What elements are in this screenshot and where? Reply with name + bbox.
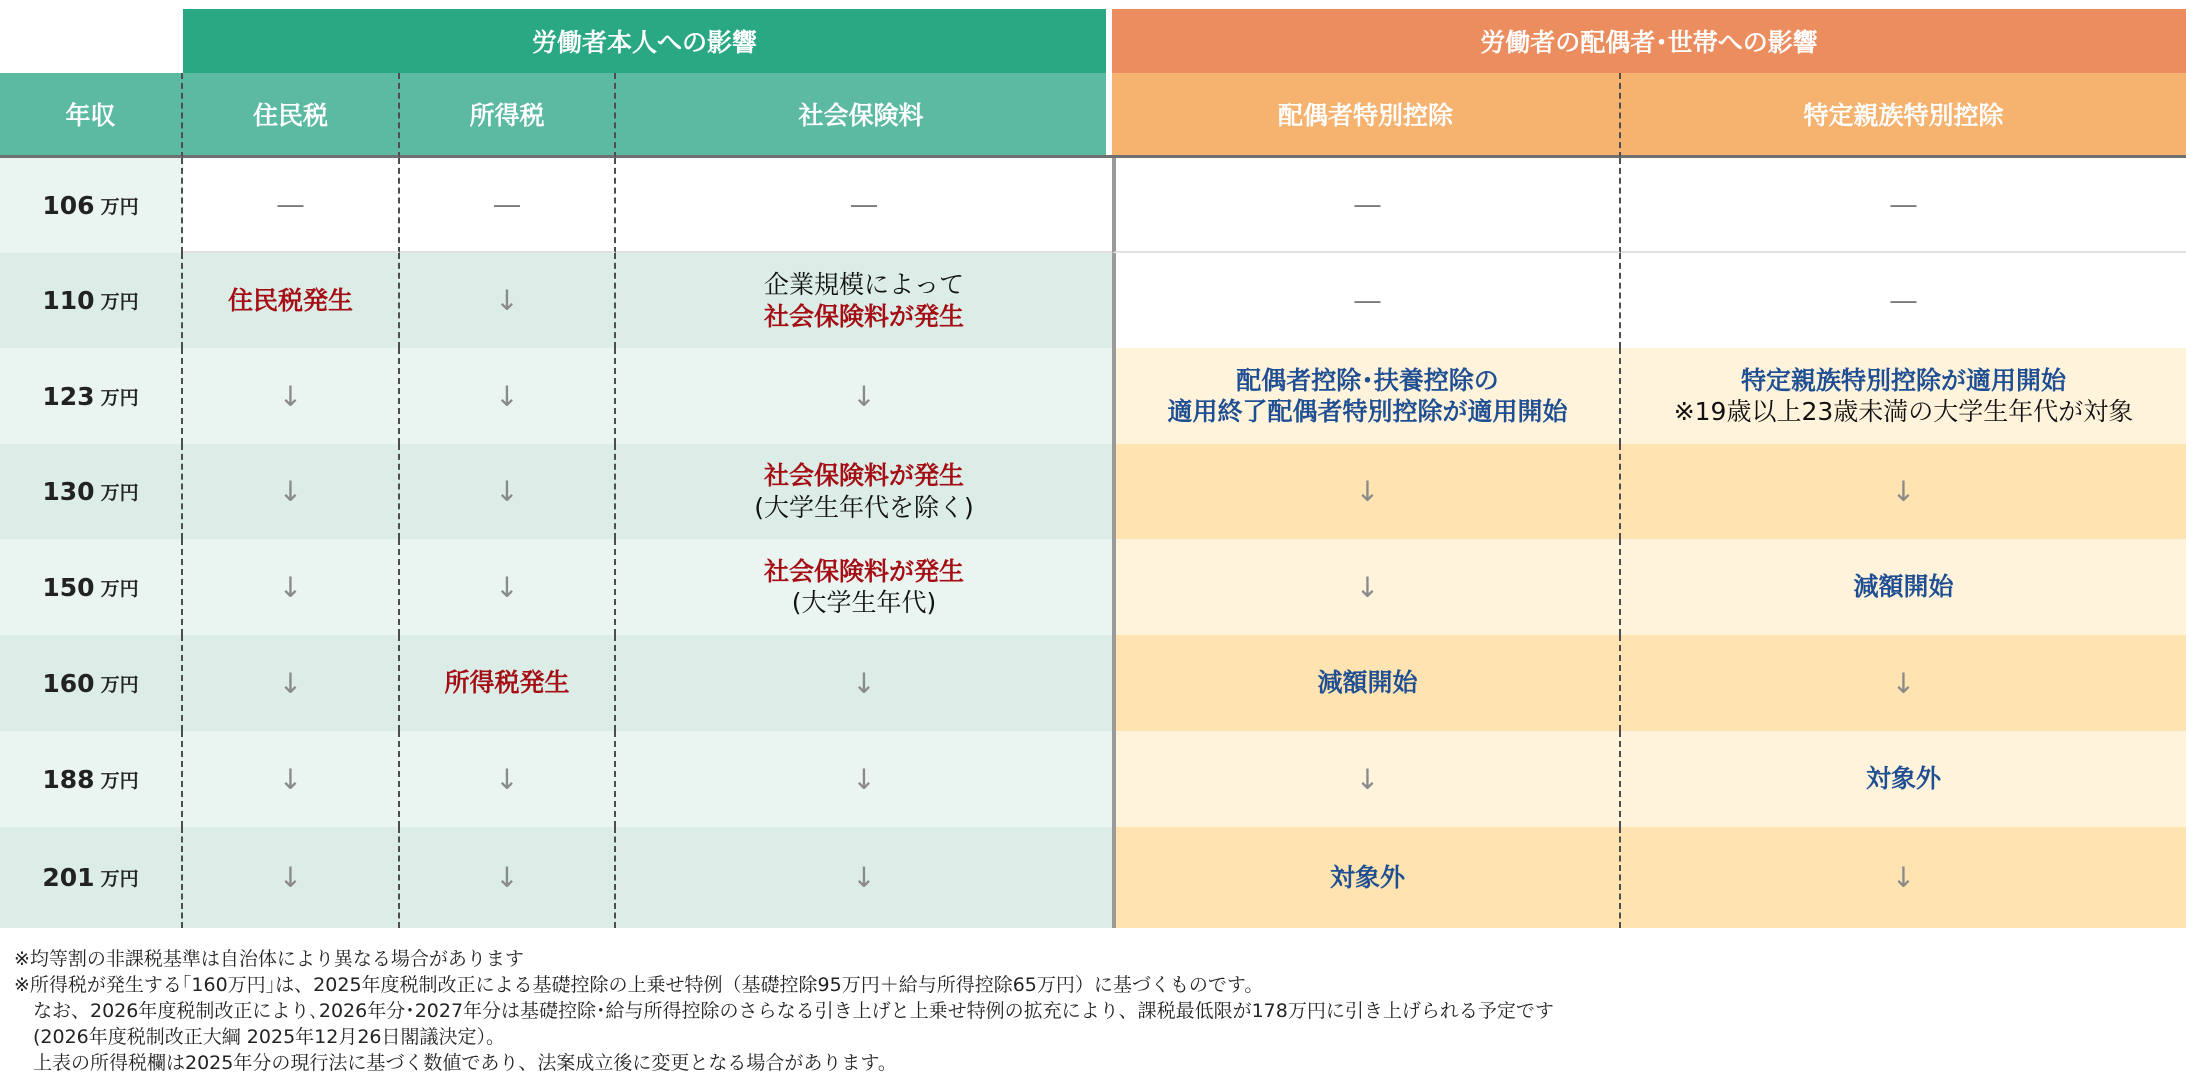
spouse-special-cell: ↓	[1112, 731, 1621, 827]
spouse-special-cell: 配偶者控除･扶養控除の 適用終了配偶者特別控除が適用開始	[1112, 348, 1621, 444]
col-header-income: 年収	[0, 73, 183, 158]
relative-special-cell: ―	[1621, 158, 2186, 253]
social-insurance-cell: ↓	[616, 635, 1112, 731]
relative-special-cell: 減額開始	[1621, 539, 2186, 635]
footnote: (2026年度税制改正大綱 2025年12月26日閣議決定）。	[14, 1026, 506, 1048]
income-cell: 110 万円	[0, 253, 183, 348]
social-insurance-cell: ↓	[616, 827, 1112, 928]
spouse-special-cell: 対象外	[1112, 827, 1621, 928]
social-insurance-cell	[616, 253, 1112, 348]
relative-special-cell: ↓	[1621, 444, 2186, 539]
footnote: ※所得税が発生する｢160万円｣は、2025年度税制改正による基礎控除の上乗せ特例（基礎控除95万円＋給与所得控除65万円）に基づくものです。	[14, 974, 1264, 996]
group-header-spouse: 労働者の配偶者･世帯への影響	[1112, 9, 2186, 73]
social-insurance-cell: 社会保険料が発生 (大学生年代を除く)	[616, 444, 1112, 539]
relative-special-cell: ―	[1621, 253, 2186, 348]
relative-special-cell: 対象外	[1621, 731, 2186, 827]
col-header-social-insurance: 社会保険料	[616, 73, 1106, 158]
group-header-worker: 労働者本人への影響	[183, 9, 1106, 73]
income-tax-cell: ↓	[400, 539, 616, 635]
social-insurance-note: 企業規模によって	[763, 270, 964, 300]
col-header-relative-special: 特定親族特別控除	[1621, 73, 2186, 158]
col-header-resident-tax: 住民税	[183, 73, 400, 158]
income-tax-cell: ↓	[400, 253, 616, 348]
social-insurance-status: 社会保険料が発生	[763, 301, 964, 331]
footnotes	[14, 946, 2174, 1076]
social-insurance-cell: 社会保険料が発生 (大学生年代)	[616, 539, 1112, 635]
spouse-special-cell: 減額開始	[1112, 635, 1621, 731]
income-cell: 123 万円	[0, 348, 183, 444]
income-tax-cell: ↓	[400, 827, 616, 928]
income-cell: 188 万円	[0, 731, 183, 827]
resident-tax-cell: ↓	[183, 348, 400, 444]
spouse-special-cell: ―	[1112, 158, 1621, 253]
resident-tax-cell: ↓	[183, 731, 400, 827]
footnote: なお、2026年度税制改正により､2026年分･2027年分は基礎控除･給与所得控除のさらなる引き上げと上乗せ特例の拡充により、課税最低限が178万円に引き上げられる予定です	[14, 1000, 1554, 1022]
income-tax-cell: ↓	[400, 731, 616, 827]
income-cell: 150 万円	[0, 539, 183, 635]
resident-tax-cell: ↓	[183, 539, 400, 635]
resident-tax-cell: ↓	[183, 444, 400, 539]
income-cell: 106 万円	[0, 158, 183, 253]
resident-tax-cell: ↓	[183, 635, 400, 731]
resident-tax-cell: ↓	[183, 827, 400, 928]
resident-tax-cell: ―	[183, 158, 400, 253]
resident-tax-cell: 住民税発生	[183, 253, 400, 348]
social-insurance-cell: ―	[616, 158, 1112, 253]
income-tax-cell: ↓	[400, 348, 616, 444]
income-tax-cell: ↓	[400, 444, 616, 539]
col-header-income-tax: 所得税	[400, 73, 616, 158]
relative-special-cell: ↓	[1621, 827, 2186, 928]
col-header-spouse-special: 配偶者特別控除	[1112, 73, 1621, 158]
income-cell: 130 万円	[0, 444, 183, 539]
income-tax-cell: 所得税発生	[400, 635, 616, 731]
social-insurance-cell: ↓	[616, 731, 1112, 827]
relative-special-cell: 特定親族特別控除が適用開始 ※19歳以上23歳未満の大学生年代が対象	[1621, 348, 2186, 444]
spouse-special-cell: ↓	[1112, 539, 1621, 635]
footnote: 上表の所得税欄は2025年分の現行法に基づく数値であり、法案成立後に変更となる場合があります。	[14, 1052, 897, 1074]
spouse-special-cell: ―	[1112, 253, 1621, 348]
income-tax-cell: ―	[400, 158, 616, 253]
relative-special-cell: ↓	[1621, 635, 2186, 731]
income-cell: 201 万円	[0, 827, 183, 928]
spouse-special-cell: ↓	[1112, 444, 1621, 539]
social-insurance-cell: ↓	[616, 348, 1112, 444]
income-cell: 160 万円	[0, 635, 183, 731]
footnote: ※均等割の非課税基準は自治体により異なる場合があります	[14, 948, 524, 970]
